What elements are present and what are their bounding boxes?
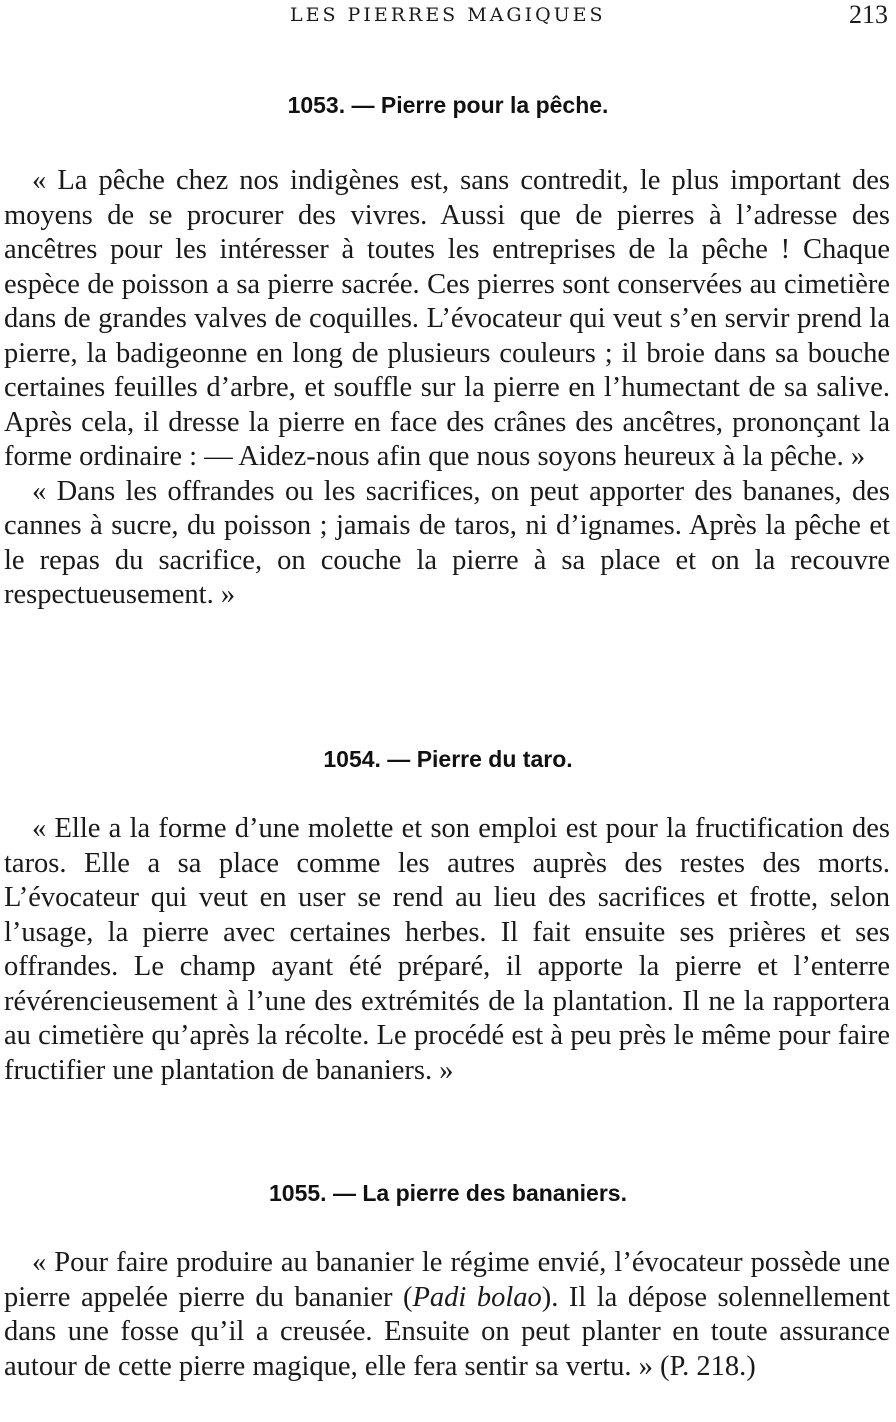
- page-number: 213: [849, 0, 888, 29]
- section-body-1055: [4, 1246, 890, 1384]
- paragraph-text: ). Il la dépose solennellement dans une fosse qu’il a creusée. Ensuite on peut planter en toute assurance autour de cette pierre magique, elle fera sentir sa vertu. » (P. 218.): [4, 1281, 891, 1382]
- section-body-1053: [4, 164, 890, 613]
- section-title-1055: 1055. — La pierre des bananiers.: [269, 1180, 627, 1206]
- running-head: [0, 0, 896, 30]
- paragraph: [4, 1246, 890, 1384]
- section-title-1053: 1053. — Pierre pour la pêche.: [287, 92, 609, 118]
- paragraph: « Dans les offrandes ou les sacrifices, on peut apporter des bananes, des cannes à sucre, du poisson ; jamais de taros, ni d’ignames. Après la pêche et le repas du sacrifice, on couche la pierre à sa place et on la recouvre respectueusement. »: [4, 475, 890, 610]
- section-title-1054: 1054. — Pierre du taro.: [323, 746, 573, 772]
- paragraph: « La pêche chez nos indigènes est, sans contredit, le plus important des moyens de se procurer des vivres. Aussi que de pierres à l’adresse des ancêtres pour les intéresser à toutes les entreprises de la pêche ! Chaque espèce de poisson a sa pierre sacrée. Ces pierres sont conservées au cimetière dans de grandes valves de coquilles. L’évocateur qui veut s’en servir prend la pierre, la badigeonne en long de plusieurs couleurs ; il broie dans sa bouche certaines feuilles d’arbre, et souffle sur la pierre en l’humectant de sa salive. Après cela, il dresse la pierre en face des crânes des ancêtres, prononçant la forme ordinaire : — Aidez-nous afin que nous soyons heureux à la pêche. »: [4, 165, 890, 472]
- paragraph-text: « Pour faire produire au bananier le régime envié, l’évocateur possède une pierre appelée pierre du bananier (: [4, 1247, 890, 1313]
- section-body-1054: [4, 812, 890, 1088]
- italic-term: Padi bolao: [412, 1281, 542, 1313]
- paragraph: « Elle a la forme d’une molette et son emploi est pour la fructification des taros. Elle a sa place comme les autres auprès des restes des morts. L’évocateur qui veut en user se rend au lieu des sacrifices et frotte, selon l’usage, la pierre avec certaines herbes. Il fait ensuite ses prières et ses offrandes. Le champ ayant été préparé, il apporte la pierre et l’enterre révérencieusement à l’une des extrémités de la plantation. Il ne la rapportera au cimetière qu’après la récolte. Le procédé est à peu près le même pour faire fructifier une plantation de bananiers. »: [4, 813, 890, 1086]
- running-title: LES PIERRES MAGIQUES: [290, 4, 606, 26]
